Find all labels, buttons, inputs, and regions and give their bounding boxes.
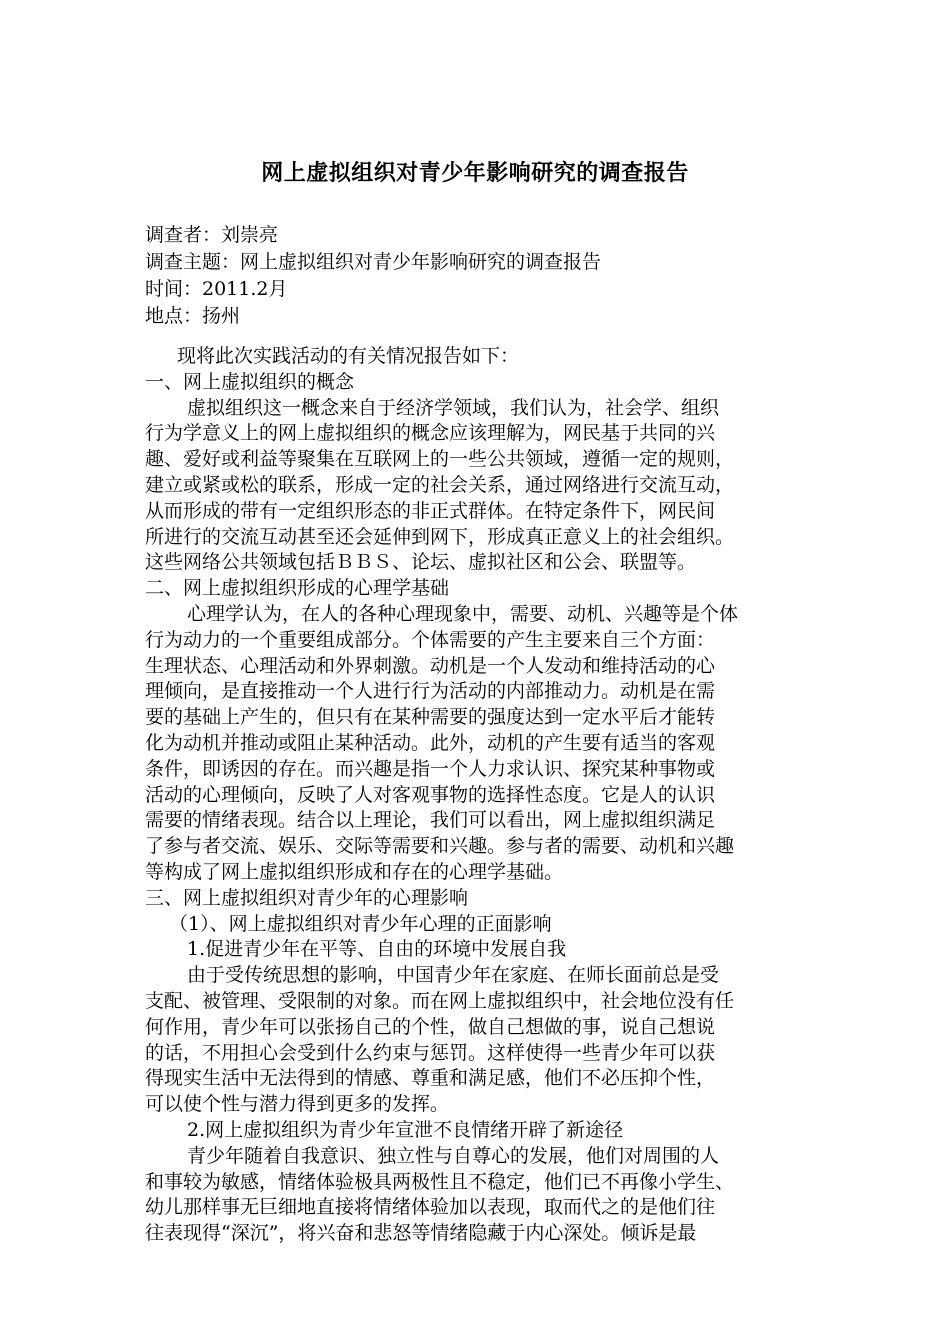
body-line: 虚拟组织这一概念来自于经济学领域，我们认为，社会学、组织 xyxy=(187,396,720,419)
body-line: 活动的心理倾向，反映了人对客观事物的选择性态度。它是人的认识 xyxy=(145,783,716,806)
body-line: 建立或紧或松的联系，形成一定的社会关系，通过网络进行交流互动， xyxy=(145,473,735,496)
meta-time: 时间：2011.2月 xyxy=(145,278,288,300)
body-line: 了参与者交流、娱乐、交际等需要和兴趣。参与者的需要、动机和兴趣 xyxy=(145,835,735,858)
body-line: 从而形成的带有一定组织形态的非正式群体。在特定条件下，网民间 xyxy=(145,499,716,522)
body-line: 的话，不用担心会受到什么约束与惩罚。这样使得一些青少年可以获 xyxy=(145,1041,716,1064)
body-line: 得现实生活中无法得到的情感、尊重和满足感，他们不必压抑个性， xyxy=(145,1067,716,1090)
intro-line: 现将此次实践活动的有关情况报告如下： xyxy=(177,345,520,367)
body-line: 青少年随着自我意识、独立性与自尊心的发展，他们对周围的人 xyxy=(187,1144,720,1167)
report-meta xyxy=(145,222,825,330)
body-line: 何作用，青少年可以张扬自己的个性，做自己想做的事，说自己想说 xyxy=(145,1015,716,1038)
body-line: 可以使个性与潜力得到更多的发挥。 xyxy=(145,1093,450,1116)
point-heading-2: 2.网上虚拟组织为青少年宣泄不良情绪开辟了新途径 xyxy=(187,1118,624,1141)
section-heading-3: 三、网上虚拟组织对青少年的心理影响 xyxy=(145,886,469,909)
body-line: 趣、爱好或利益等聚集在互联网上的一些公共领域，遵循一定的规则， xyxy=(145,448,735,471)
body-line: 由于受传统思想的影响，中国青少年在家庭、在师长面前总是受 xyxy=(187,964,720,987)
body-line: 支配、被管理、受限制的对象。而在网上虚拟组织中，社会地位没有任 xyxy=(145,989,735,1012)
document-title: 网上虚拟组织对青少年影响研究的调查报告 xyxy=(261,161,689,186)
body-line: 往表现得“深沉”，将兴奋和悲怒等情绪隐藏于内心深处。倾诉是最 xyxy=(145,1222,697,1245)
meta-location: 地点：扬州 xyxy=(145,305,241,327)
section-heading-1: 一、网上虚拟组织的概念 xyxy=(145,370,355,393)
body-line: 所进行的交流互动甚至还会延伸到网下，形成真正意义上的社会组织。 xyxy=(145,525,735,548)
report-body xyxy=(145,344,825,1247)
point-heading-1: 1.促进青少年在平等、自由的环境中发展自我 xyxy=(187,938,567,961)
body-line: 要的基础上产生的，但只有在某种需要的强度达到一定水平后才能转 xyxy=(145,706,716,729)
body-line: 这些网络公共领域包括ＢＢＳ、论坛、虚拟社区和公会、联盟等。 xyxy=(145,551,697,574)
section-heading-2: 二、网上虚拟组织形成的心理学基础 xyxy=(145,577,450,600)
meta-topic: 调查主题：网上虚拟组织对青少年影响研究的调查报告 xyxy=(145,251,602,273)
body-line: 行为学意义上的网上虚拟组织的概念应该理解为，网民基于共同的兴 xyxy=(145,422,716,445)
body-line: 等构成了网上虚拟组织形成和存在的心理学基础。 xyxy=(145,860,564,883)
body-line: 条件，即诱因的存在。而兴趣是指一个人力求认识、探究某种事物或 xyxy=(145,757,716,780)
body-line: 需要的情绪表现。结合以上理论，我们可以看出，网上虚拟组织满足 xyxy=(145,809,716,832)
meta-investigator: 调查者：刘崇亮 xyxy=(145,224,279,246)
body-line: 化为动机并推动或阻止某种活动。此外，动机的产生要有适当的客观 xyxy=(145,731,716,754)
subsection-heading: （1）、网上虚拟组织对青少年心理的正面影响 xyxy=(169,912,552,935)
body-line: 理倾向，是直接推动一个人进行行为活动的内部推动力。动机是在需 xyxy=(145,680,716,703)
body-line: 生理状态、心理活动和外界刺激。动机是一个人发动和维持活动的心 xyxy=(145,654,716,677)
body-line: 心理学认为，在人的各种心理现象中，需要、动机、兴趣等是个体 xyxy=(187,602,739,625)
body-line: 行为动力的一个重要组成部分。个体需要的产生主要来自三个方面： xyxy=(145,628,716,651)
body-line: 幼儿那样事无巨细地直接将情绪体验加以表现，取而代之的是他们往 xyxy=(145,1196,716,1219)
body-line: 和事较为敏感，情绪体验极具两极性且不稳定，他们已不再像小学生、 xyxy=(145,1170,735,1193)
